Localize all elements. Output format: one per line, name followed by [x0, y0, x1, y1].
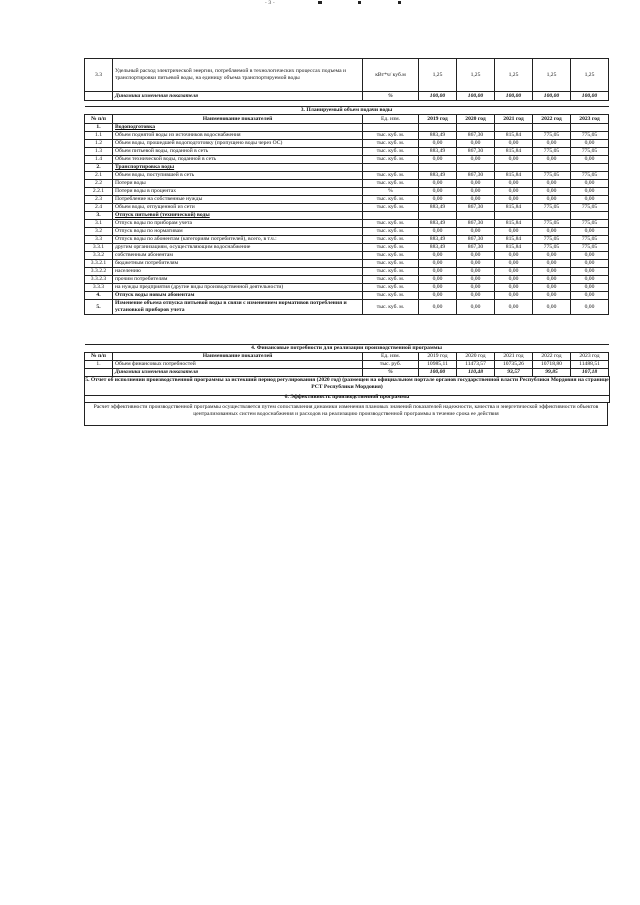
row-unit: тыс. куб. м. — [363, 236, 419, 244]
row-value — [419, 212, 457, 220]
row-value — [533, 124, 571, 132]
row-value: 0,00 — [419, 252, 457, 260]
row-name: Изменение объема отпуска питьевой воды в связи с изменением нормативов потребления и установкой приборов учета — [113, 300, 363, 315]
row-value: 0,00 — [457, 156, 495, 164]
row-value — [419, 124, 457, 132]
row-value: 0,00 — [495, 196, 533, 204]
row-value: 775,05 — [571, 132, 609, 140]
row-value — [571, 124, 609, 132]
row-value: 0,00 — [495, 300, 533, 315]
table-row — [85, 260, 609, 268]
row-value: 0,00 — [419, 196, 457, 204]
row-value: 1,25 — [457, 59, 495, 92]
table-row — [85, 236, 609, 244]
table-row — [85, 132, 609, 140]
row-value: 815,84 — [495, 236, 533, 244]
row-value: 10985,11 — [419, 361, 457, 369]
row-value: 775,05 — [571, 172, 609, 180]
row-value — [457, 124, 495, 132]
row-value — [495, 124, 533, 132]
row-value: 775,05 — [571, 236, 609, 244]
row-name: Потребление на собственные нужды — [113, 196, 363, 204]
row-value: 0,00 — [419, 140, 457, 148]
row-value: 775,05 — [533, 204, 571, 212]
row-value: 0,00 — [533, 228, 571, 236]
row-value: 0,00 — [533, 300, 571, 315]
row-unit: % — [363, 188, 419, 196]
table-row — [85, 276, 609, 284]
row-value: 0,00 — [419, 260, 457, 268]
table-row — [85, 292, 609, 300]
row-name: Отпуск воды новым абонентам — [113, 292, 363, 300]
row-unit: тыс. куб. м. — [363, 132, 419, 140]
row-name: собственным абонентам — [113, 252, 363, 260]
row-name: Потери воды — [113, 180, 363, 188]
row-name: на нужды предприятия (другие виды производственной деятельности) — [113, 284, 363, 292]
row-value: 11488,51 — [571, 361, 609, 369]
row-value: 775,05 — [571, 148, 609, 156]
row-number: 3.3 — [85, 59, 113, 92]
row-value: 867,30 — [457, 172, 495, 180]
row-value — [457, 164, 495, 172]
row-number — [85, 92, 113, 101]
header-year: 2020 год — [457, 115, 495, 124]
section-3-header-row — [85, 115, 609, 124]
row-name: Отпуск воды по абонентам (категориям потребителей), всего, в т.ч.: — [113, 236, 363, 244]
row-value: 0,00 — [457, 140, 495, 148]
row-number: 1. — [85, 124, 113, 132]
row-value: 100,00 — [533, 92, 571, 101]
water-volume-table — [84, 106, 609, 315]
header-year: 2023 год — [571, 115, 609, 124]
row-value: 0,00 — [419, 156, 457, 164]
row-number: 1.2 — [85, 140, 113, 148]
row-value: 0,00 — [495, 252, 533, 260]
row-value: 775,05 — [533, 236, 571, 244]
row-value: 0,00 — [419, 188, 457, 196]
row-value: 10735,26 — [495, 361, 533, 369]
row-value: 0,00 — [533, 180, 571, 188]
row-unit — [363, 212, 419, 220]
row-number: 2.3 — [85, 196, 113, 204]
table-row — [85, 164, 609, 172]
row-value: 0,00 — [533, 260, 571, 268]
row-value — [495, 164, 533, 172]
row-value: 107,18 — [571, 369, 609, 377]
row-value: 0,00 — [457, 300, 495, 315]
energy-indicator-table — [84, 58, 609, 101]
row-value: 0,00 — [533, 284, 571, 292]
row-name: Водоподготовка — [113, 124, 363, 132]
table-row — [85, 92, 609, 101]
table-row — [85, 361, 609, 369]
row-value: 0,00 — [571, 196, 609, 204]
header-unit: Ед. изм. — [363, 115, 419, 124]
table-row — [85, 124, 609, 132]
row-number: 2.4 — [85, 204, 113, 212]
row-value: 110,48 — [457, 369, 495, 377]
row-unit: тыс. куб. м. — [363, 284, 419, 292]
table-row — [85, 268, 609, 276]
row-value: 0,00 — [495, 180, 533, 188]
row-value: 0,00 — [533, 156, 571, 164]
row-value: 0,00 — [533, 276, 571, 284]
header-year: 2022 год — [533, 115, 571, 124]
row-value: 0,00 — [571, 140, 609, 148]
section-5-report-note: 5. Отчет об исполнении производственной программы за истекший период регулирования (2020 год) (размещен на официальном портале органов государственной власти Республики Мордовия на странице РСТ Республики Мордовия) — [84, 376, 610, 396]
row-name: Удельный расход электрической энергии, потребляемой в технологических процессах подъема и транспортировки питьевой воды, на единицу объема транспортируемой воды — [113, 59, 363, 92]
row-value: 0,00 — [457, 260, 495, 268]
row-number: 1.3 — [85, 148, 113, 156]
row-value: 867,30 — [457, 204, 495, 212]
row-unit: кВт*ч/ куб.м — [363, 59, 419, 92]
row-unit — [363, 164, 419, 172]
row-value: 0,00 — [571, 260, 609, 268]
row-number: 2.2 — [85, 180, 113, 188]
row-value: 0,00 — [571, 284, 609, 292]
section-3-title: 3. Планируемый объем подачи воды — [85, 107, 609, 115]
row-value: 0,00 — [457, 276, 495, 284]
row-value: 815,84 — [495, 220, 533, 228]
row-name: Динамика изменения показателя — [113, 92, 363, 101]
page-header-number: - 3 - — [265, 0, 275, 6]
table-row — [85, 300, 609, 315]
row-unit: тыс. куб. м. — [363, 196, 419, 204]
section-4-title-row — [85, 345, 609, 353]
table-row — [85, 140, 609, 148]
table-row — [85, 188, 609, 196]
row-value: 883,49 — [419, 236, 457, 244]
row-value: 0,00 — [419, 228, 457, 236]
row-value: 0,00 — [457, 284, 495, 292]
row-value: 815,84 — [495, 244, 533, 252]
row-unit: тыс. куб. м. — [363, 156, 419, 164]
row-number: 3.3.2.3 — [85, 276, 113, 284]
row-number: 2.2.1 — [85, 188, 113, 196]
row-value: 0,00 — [419, 180, 457, 188]
table-row — [85, 204, 609, 212]
row-name: прочим потребителям — [113, 276, 363, 284]
row-value: 0,00 — [495, 276, 533, 284]
row-value: 867,30 — [457, 148, 495, 156]
row-value: 0,00 — [419, 300, 457, 315]
row-name: Объем финансовых потребностей — [113, 361, 363, 369]
row-name: Объем технической воды, поданной в сеть — [113, 156, 363, 164]
row-value: 0,00 — [571, 180, 609, 188]
row-name: Объем воды, прошедшей водоподготовку (пропущено воды через ОС) — [113, 140, 363, 148]
financial-needs-table — [84, 344, 609, 377]
row-unit: тыс. куб. м. — [363, 172, 419, 180]
row-number: 1.1 — [85, 132, 113, 140]
header-name: Наименование показателей — [113, 353, 363, 361]
row-value: 867,30 — [457, 244, 495, 252]
row-value: 10718,80 — [533, 361, 571, 369]
header-name: Наименование показателей — [113, 115, 363, 124]
scan-top-marks — [0, 0, 640, 10]
row-unit: тыс. куб. м. — [363, 300, 419, 315]
row-number: 3.3.1 — [85, 244, 113, 252]
row-unit: тыс. куб. м. — [363, 204, 419, 212]
row-name: Отпуск воды по приборам учета — [113, 220, 363, 228]
table-row — [85, 228, 609, 236]
row-value: 775,05 — [533, 172, 571, 180]
table-row — [85, 148, 609, 156]
header-year: 2023 год — [571, 353, 609, 361]
row-number: 3.2 — [85, 228, 113, 236]
section-3-title-row — [85, 107, 609, 115]
table-row — [85, 172, 609, 180]
row-value: 883,49 — [419, 132, 457, 140]
row-value: 11473,57 — [457, 361, 495, 369]
row-unit: % — [363, 369, 419, 377]
row-value: 867,30 — [457, 132, 495, 140]
table-row — [85, 220, 609, 228]
row-unit: тыс. куб. м. — [363, 148, 419, 156]
row-value — [495, 212, 533, 220]
section-4-title: 4. Финансовые потребности для реализации производственной программы — [85, 345, 609, 353]
section-4-header-row — [85, 353, 609, 361]
row-value: 0,00 — [419, 268, 457, 276]
row-value: 0,00 — [419, 276, 457, 284]
header-number: № п/п — [85, 353, 113, 361]
row-number: 5. — [85, 300, 113, 315]
row-value: 883,49 — [419, 204, 457, 212]
row-value: 0,00 — [457, 196, 495, 204]
row-unit: тыс. куб. м. — [363, 220, 419, 228]
row-name: Потери воды в процентах — [113, 188, 363, 196]
row-value: 1,25 — [571, 59, 609, 92]
header-year: 2021 год — [495, 115, 533, 124]
row-name: Динамика изменения показателя — [113, 369, 363, 377]
row-value: 883,49 — [419, 148, 457, 156]
row-number: 2. — [85, 164, 113, 172]
row-value: 0,00 — [457, 268, 495, 276]
header-year: 2022 год — [533, 353, 571, 361]
row-unit: тыс. куб. м. — [363, 268, 419, 276]
row-value: 883,49 — [419, 220, 457, 228]
row-value: 0,00 — [495, 284, 533, 292]
row-value: 775,05 — [533, 148, 571, 156]
row-value: 775,05 — [533, 132, 571, 140]
row-unit: тыс. куб. м. — [363, 260, 419, 268]
row-value: 0,00 — [571, 300, 609, 315]
header-unit: Ед. изм. — [363, 353, 419, 361]
row-value: 867,30 — [457, 236, 495, 244]
row-value: 0,00 — [571, 252, 609, 260]
row-name: Транспортировка воды — [113, 164, 363, 172]
table-row — [85, 180, 609, 188]
row-value: 0,00 — [495, 156, 533, 164]
row-value — [419, 164, 457, 172]
row-value: 0,00 — [495, 292, 533, 300]
row-name: другим организациям, осуществляющим водоснабжение — [113, 244, 363, 252]
row-value: 0,00 — [533, 196, 571, 204]
row-name: Объем воды, поступившей в сеть — [113, 172, 363, 180]
row-value: 0,00 — [533, 252, 571, 260]
row-unit: тыс. куб. м. — [363, 252, 419, 260]
row-number: 4. — [85, 292, 113, 300]
row-value: 99,85 — [533, 369, 571, 377]
row-name: Отпуск воды по нормативам — [113, 228, 363, 236]
row-value: 93,57 — [495, 369, 533, 377]
row-unit: тыс. куб. м. — [363, 244, 419, 252]
row-name: населению — [113, 268, 363, 276]
row-unit: тыс. куб. м. — [363, 228, 419, 236]
row-value: 0,00 — [495, 268, 533, 276]
row-unit: тыс. куб. м. — [363, 292, 419, 300]
row-unit: % — [363, 92, 419, 101]
row-number: 3.3.2.2 — [85, 268, 113, 276]
row-value: 0,00 — [571, 268, 609, 276]
row-name: бюджетным потребителям — [113, 260, 363, 268]
header-year: 2019 год — [419, 353, 457, 361]
row-value: 0,00 — [495, 260, 533, 268]
row-value: 0,00 — [533, 268, 571, 276]
row-value: 0,00 — [495, 140, 533, 148]
row-unit: тыс. руб. — [363, 361, 419, 369]
row-value: 775,05 — [571, 244, 609, 252]
row-value: 0,00 — [457, 228, 495, 236]
row-number: 3.3.3 — [85, 284, 113, 292]
row-value: 775,05 — [533, 244, 571, 252]
row-value: 815,84 — [495, 148, 533, 156]
row-unit: тыс. куб. м. — [363, 140, 419, 148]
row-name: Объем воды, отпущенной из сети — [113, 204, 363, 212]
row-name: Объем питьевой воды, поданной в сеть — [113, 148, 363, 156]
row-value: 100,00 — [495, 92, 533, 101]
row-value: 0,00 — [571, 276, 609, 284]
scan-mark — [318, 1, 322, 4]
row-number: 1. — [85, 361, 113, 369]
row-unit: тыс. куб. м. — [363, 180, 419, 188]
row-value: 1,25 — [419, 59, 457, 92]
row-value: 775,05 — [571, 220, 609, 228]
scan-mark — [358, 1, 361, 4]
scan-mark — [398, 1, 401, 4]
row-number: 3.3.2 — [85, 252, 113, 260]
row-value: 883,49 — [419, 172, 457, 180]
row-name: Отпуск питьевой (технической) воды — [113, 212, 363, 220]
row-value — [533, 212, 571, 220]
row-value: 0,00 — [533, 188, 571, 196]
table-row — [85, 244, 609, 252]
table-row — [85, 212, 609, 220]
row-value: 100,00 — [571, 92, 609, 101]
row-value: 100,00 — [457, 92, 495, 101]
row-number: 3.1 — [85, 220, 113, 228]
row-value — [533, 164, 571, 172]
row-value: 0,00 — [495, 228, 533, 236]
row-unit — [363, 124, 419, 132]
row-value: 815,84 — [495, 204, 533, 212]
header-year: 2019 год — [419, 115, 457, 124]
table-row — [85, 196, 609, 204]
row-value: 0,00 — [457, 252, 495, 260]
table-row — [85, 252, 609, 260]
header-number: № п/п — [85, 115, 113, 124]
row-value: 815,84 — [495, 132, 533, 140]
row-value: 1,25 — [495, 59, 533, 92]
row-value: 0,00 — [495, 188, 533, 196]
row-value: 100,00 — [419, 92, 457, 101]
table-row — [85, 156, 609, 164]
row-number: 3.3.2.1 — [85, 260, 113, 268]
row-value — [571, 164, 609, 172]
row-value: 775,05 — [571, 204, 609, 212]
row-name: Объем поднятой воды из источников водоснабжения — [113, 132, 363, 140]
row-value — [457, 212, 495, 220]
row-value: 883,49 — [419, 244, 457, 252]
row-value: 0,00 — [419, 292, 457, 300]
row-value: 0,00 — [533, 140, 571, 148]
row-value: 0,00 — [571, 188, 609, 196]
row-value: 1,25 — [533, 59, 571, 92]
table-row — [85, 284, 609, 292]
row-value: 815,84 — [495, 172, 533, 180]
section-6-text: Расчет эффективности производственной программы осуществляется путем сопоставления динамики изменения плановых значений показателей надежности, качества и энергетической эффективности объектов централизованных систем водоснабжения и расходов на реализацию производственной программы в течение срока ее действия — [84, 402, 608, 426]
row-value: 0,00 — [533, 292, 571, 300]
row-value: 0,00 — [457, 180, 495, 188]
row-number: 1.4 — [85, 156, 113, 164]
section-6-title: 6. Эффективность производственной программы — [84, 394, 610, 403]
row-value: 867,30 — [457, 220, 495, 228]
row-value: 0,00 — [457, 292, 495, 300]
row-unit: тыс. куб. м. — [363, 276, 419, 284]
table-row — [85, 59, 609, 92]
row-value: 0,00 — [571, 228, 609, 236]
row-value: 775,05 — [533, 220, 571, 228]
row-number: 3.3 — [85, 236, 113, 244]
row-number: 2.1 — [85, 172, 113, 180]
row-value — [571, 212, 609, 220]
row-value: 0,00 — [571, 292, 609, 300]
row-value: 0,00 — [419, 284, 457, 292]
row-number: 3. — [85, 212, 113, 220]
row-value: 100,00 — [419, 369, 457, 377]
header-year: 2020 год — [457, 353, 495, 361]
row-value: 0,00 — [571, 156, 609, 164]
row-value: 0,00 — [457, 188, 495, 196]
header-year: 2021 год — [495, 353, 533, 361]
